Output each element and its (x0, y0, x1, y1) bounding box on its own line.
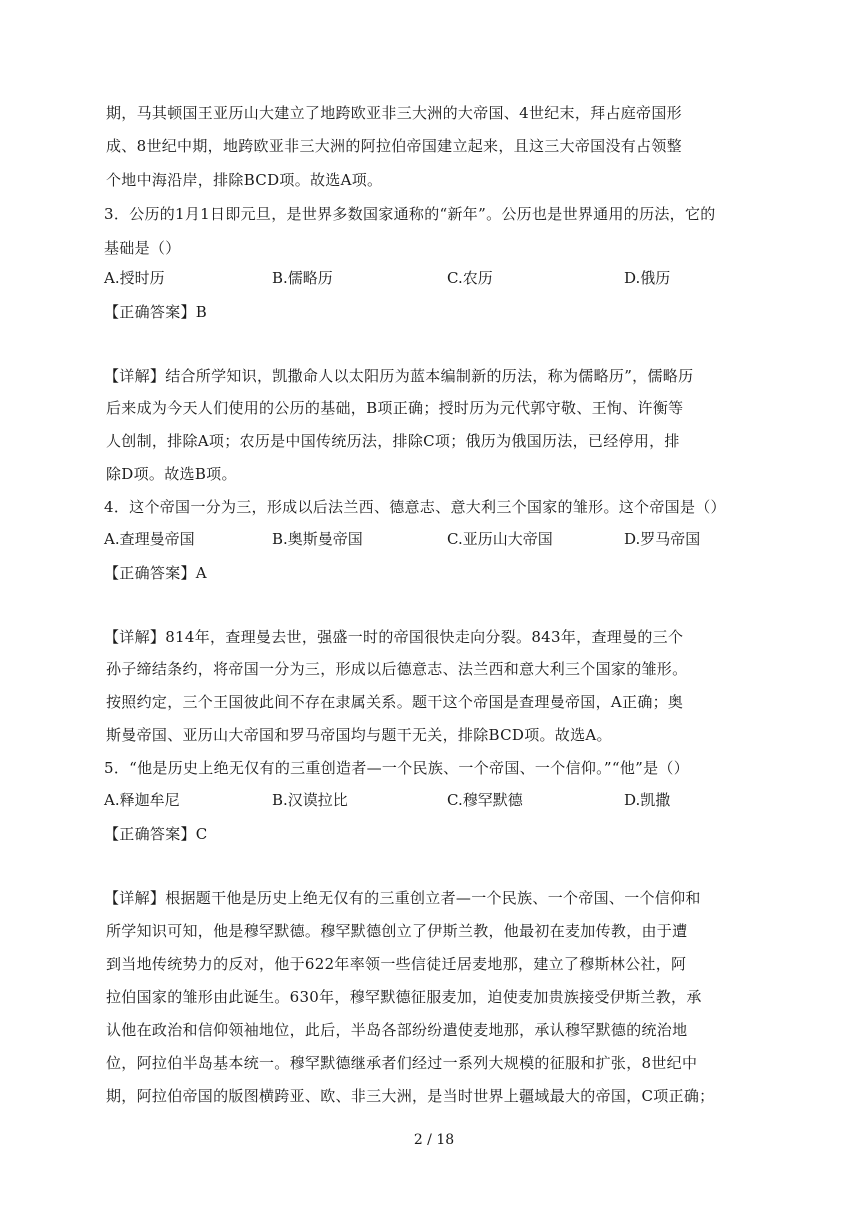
text-line: 个地中海沿岸，排除BCD项。故选A项。 (106, 171, 383, 189)
question-4-option-a: A.查理曼帝国 (104, 530, 195, 548)
question-5-stem: 5．“他是历史上绝无仅有的三重创造者—一个民族、一个帝国、一个信仰。”“他”是（） (104, 759, 690, 777)
text-line: 人创制，排除A项；农历是中国传统历法，排除C项；俄历为俄国历法，已经停用，排 (106, 432, 680, 450)
question-3-option-c: C.农历 (447, 269, 493, 287)
question-3-stem: 3．公历的1月1日即元旦，是世界多数国家通称的“新年”。公历也是世界通用的历法，它的 (104, 205, 716, 223)
text-line: 成、8世纪中期，地跨欧亚非三大洲的阿拉伯帝国建立起来，且这三大帝国没有占领整 (106, 137, 682, 155)
text-line: 按照约定，三个王国彼此间不存在隶属关系。题干这个帝国是查理曼帝国，A正确；奥 (106, 693, 684, 711)
question-4-stem: 4．这个帝国一分为三，形成以后法兰西、德意志、意大利三个国家的雏形。这个帝国是（） (104, 498, 726, 516)
text-line: 后来成为今天人们使用的公历的基础，B项正确；授时历为元代郭守敬、王恂、许衡等 (106, 399, 684, 417)
question-3-stem-cont: 基础是（） (104, 239, 181, 257)
question-4-option-b: B.奥斯曼帝国 (272, 530, 363, 548)
question-4-explanation: 【详解】814年，查理曼去世，强盛一时的帝国很快走向分裂。843年，查理曼的三个 (104, 628, 684, 646)
question-3-option-b: B.儒略历 (272, 269, 333, 287)
question-5-option-c: C.穆罕默德 (447, 791, 523, 809)
question-4-option-d: D.罗马帝国 (624, 530, 701, 548)
question-5-option-d: D.凯撒 (624, 791, 671, 809)
text-line: 除D项。故选B项。 (106, 465, 237, 483)
question-4-option-c: C.亚历山大帝国 (447, 530, 553, 548)
question-3-option-a: A.授时历 (104, 269, 165, 287)
text-line: 认他在政治和信仰领袖地位，此后，半岛各部纷纷遣使麦地那，承认穆罕默德的统治地 (106, 1021, 688, 1039)
question-5-option-a: A.释迦牟尼 (104, 791, 180, 809)
question-5-answer: 【正确答案】C (104, 825, 208, 843)
text-line: 拉伯国家的雏形由此诞生。630年，穆罕默德征服麦加，迫使麦加贵族接受伊斯兰教，承 (106, 988, 702, 1006)
question-5-explanation: 【详解】根据题干他是历史上绝无仅有的三重创立者—一个民族、一个帝国、一个信仰和 (104, 889, 701, 907)
text-line: 到当地传统势力的反对，他于622年率领一些信徒迁居麦地那，建立了穆斯林公社，阿 (106, 955, 687, 973)
text-line: 所学知识可知，他是穆罕默德。穆罕默德创立了伊斯兰教，他最初在麦加传教，由于遭 (106, 922, 688, 940)
text-line: 位，阿拉伯半岛基本统一。穆罕默德继承者们经过一系列大规模的征服和扩张，8世纪中 (106, 1054, 698, 1072)
question-5-option-b: B.汉谟拉比 (272, 791, 348, 809)
page-number: 2 / 18 (413, 1132, 455, 1148)
question-3-answer: 【正确答案】B (104, 303, 208, 321)
question-3-explanation: 【详解】结合所学知识，凯撒命人以太阳历为蓝本编制新的历法，称为儒略历”，儒略历 (104, 367, 694, 385)
text-line: 斯曼帝国、亚历山大帝国和罗马帝国均与题干无关，排除BCD项。故选A。 (106, 726, 612, 744)
text-line: 孙子缔结条约，将帝国一分为三，形成以后德意志、法兰西和意大利三个国家的雏形。 (106, 660, 688, 678)
text-line: 期，阿拉伯帝国的版图横跨亚、欧、非三大洲，是当时世界上疆域最大的帝国，C项正确； (106, 1087, 715, 1105)
question-3-option-d: D.俄历 (624, 269, 671, 287)
question-4-answer: 【正确答案】A (104, 564, 207, 582)
text-line: 期，马其顿国王亚历山大建立了地跨欧亚非三大洲的大帝国、4世纪末，拜占庭帝国形 (106, 104, 682, 122)
